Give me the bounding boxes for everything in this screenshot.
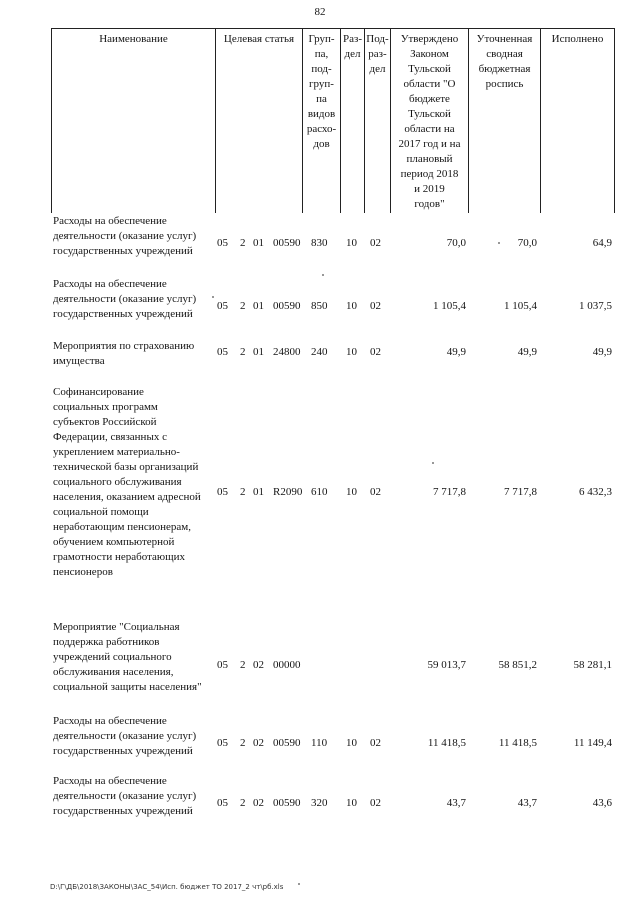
row-group: 240 <box>311 346 328 358</box>
scan-speck <box>322 274 324 276</box>
header-name: Наименование <box>99 33 168 45</box>
row-refined: 58 851,2 <box>498 659 537 671</box>
row-approved: 7 717,8 <box>433 486 466 498</box>
row-refined: 7 717,8 <box>504 486 537 498</box>
row-group: 610 <box>311 486 328 498</box>
header-divider <box>51 28 52 213</box>
row-section: 10 <box>346 300 357 312</box>
header-section: Раз- дел <box>342 33 362 60</box>
code-subprogram: 2 <box>240 300 246 312</box>
row-subsection: 02 <box>370 300 381 312</box>
code-program: 05 <box>217 346 228 358</box>
row-subsection: 02 <box>370 346 381 358</box>
row-group: 110 <box>311 737 328 749</box>
scan-speck <box>298 883 300 885</box>
code-program: 05 <box>217 797 228 809</box>
header-refined: Уточненная сводная бюджетная роспись <box>476 33 533 90</box>
row-refined: 49,9 <box>517 346 537 358</box>
code-subprogram: 2 <box>240 346 246 358</box>
row-approved: 70,0 <box>446 237 466 249</box>
scan-speck <box>498 242 500 244</box>
code-direction: 00590 <box>273 237 301 249</box>
row-approved: 11 418,5 <box>427 737 466 749</box>
code-subprogram: 2 <box>240 659 246 671</box>
row-subsection: 02 <box>370 237 381 249</box>
row-approved: 49,9 <box>446 346 466 358</box>
code-direction: R2090 <box>273 486 303 498</box>
header-top-rule <box>51 28 614 29</box>
row-executed: 43,6 <box>592 797 612 809</box>
code-event: 02 <box>253 797 264 809</box>
code-direction: 00590 <box>273 737 301 749</box>
row-section: 10 <box>346 737 357 749</box>
code-event: 01 <box>253 237 264 249</box>
row-refined: 11 418,5 <box>498 737 537 749</box>
row-name: Расходы на обеспечение деятельности (оказание услуг) государственных учреждений <box>53 215 197 257</box>
code-event: 01 <box>253 346 264 358</box>
code-subprogram: 2 <box>240 797 246 809</box>
row-section: 10 <box>346 797 357 809</box>
code-direction: 00590 <box>273 797 301 809</box>
row-executed: 6 432,3 <box>579 486 612 498</box>
header-target: Целевая статья <box>223 33 295 45</box>
code-program: 05 <box>217 486 228 498</box>
row-executed: 1 037,5 <box>579 300 612 312</box>
header-divider <box>540 28 541 213</box>
row-executed: 49,9 <box>592 346 612 358</box>
code-program: 05 <box>217 659 228 671</box>
file-path-footer: D:\Г\ДБ\2018\ЗАКОНЫ\ЗАС_54\Исп. бюджет ТО 2017_2 чт\рб.xls <box>50 883 284 891</box>
row-name: Мероприятия по страхованию имущества <box>53 340 195 367</box>
code-program: 05 <box>217 737 228 749</box>
row-refined: 43,7 <box>517 797 537 809</box>
code-program: 05 <box>217 300 228 312</box>
code-subprogram: 2 <box>240 737 246 749</box>
header-executed: Исполнено <box>551 33 604 45</box>
row-executed: 58 281,1 <box>573 659 612 671</box>
header-divider <box>215 28 216 213</box>
code-direction: 00590 <box>273 300 301 312</box>
scan-speck <box>212 296 214 298</box>
row-approved: 43,7 <box>446 797 466 809</box>
row-group: 320 <box>311 797 328 809</box>
row-name: Мероприятие "Социальная поддержка работников учреждений социального обслуживания населения, социальной защиты населения" <box>53 621 202 693</box>
row-section: 10 <box>346 237 357 249</box>
row-refined: 1 105,4 <box>504 300 537 312</box>
row-name: Расходы на обеспечение деятельности (оказание услуг) государственных учреждений <box>53 278 197 320</box>
row-name: Расходы на обеспечение деятельности (оказание услуг) государственных учреждений <box>53 715 197 757</box>
header-approved: Утверждено Законом Тульской области "О бюджете Тульской области на 2017 год и на плановый период 2018 и 2019 годов" <box>398 33 461 210</box>
code-subprogram: 2 <box>240 486 246 498</box>
header-group: Груп- па, под- груп- па видов расхо- дов <box>306 33 337 150</box>
header-divider <box>614 28 615 213</box>
code-subprogram: 2 <box>240 237 246 249</box>
code-direction: 00000 <box>273 659 301 671</box>
row-executed: 64,9 <box>592 237 612 249</box>
row-refined: 70,0 <box>517 237 537 249</box>
row-subsection: 02 <box>370 486 381 498</box>
header-subsection: Под- раз- дел <box>366 33 389 75</box>
row-name: Софинансирование социальных программ субъектов Российской Федерации, связанных с укреплением материально-технической базы организаций социального обслуживания населения, оказанием адресной социальной помощи неработающим пенсионерам, обучением компьютерной грамотности неработающих пенсионеров <box>53 386 201 578</box>
code-event: 01 <box>253 300 264 312</box>
row-approved: 59 013,7 <box>427 659 466 671</box>
row-executed: 11 149,4 <box>573 737 612 749</box>
row-section: 10 <box>346 486 357 498</box>
row-subsection: 02 <box>370 797 381 809</box>
code-program: 05 <box>217 237 228 249</box>
code-direction: 24800 <box>273 346 301 358</box>
row-section: 10 <box>346 346 357 358</box>
code-event: 02 <box>253 737 264 749</box>
row-name: Расходы на обеспечение деятельности (оказание услуг) государственных учреждений <box>53 775 197 817</box>
row-group: 850 <box>311 300 328 312</box>
code-event: 01 <box>253 486 264 498</box>
row-subsection: 02 <box>370 737 381 749</box>
page-number: 82 <box>314 6 326 18</box>
row-approved: 1 105,4 <box>433 300 466 312</box>
code-event: 02 <box>253 659 264 671</box>
scan-speck <box>432 462 434 464</box>
row-group: 830 <box>311 237 328 249</box>
